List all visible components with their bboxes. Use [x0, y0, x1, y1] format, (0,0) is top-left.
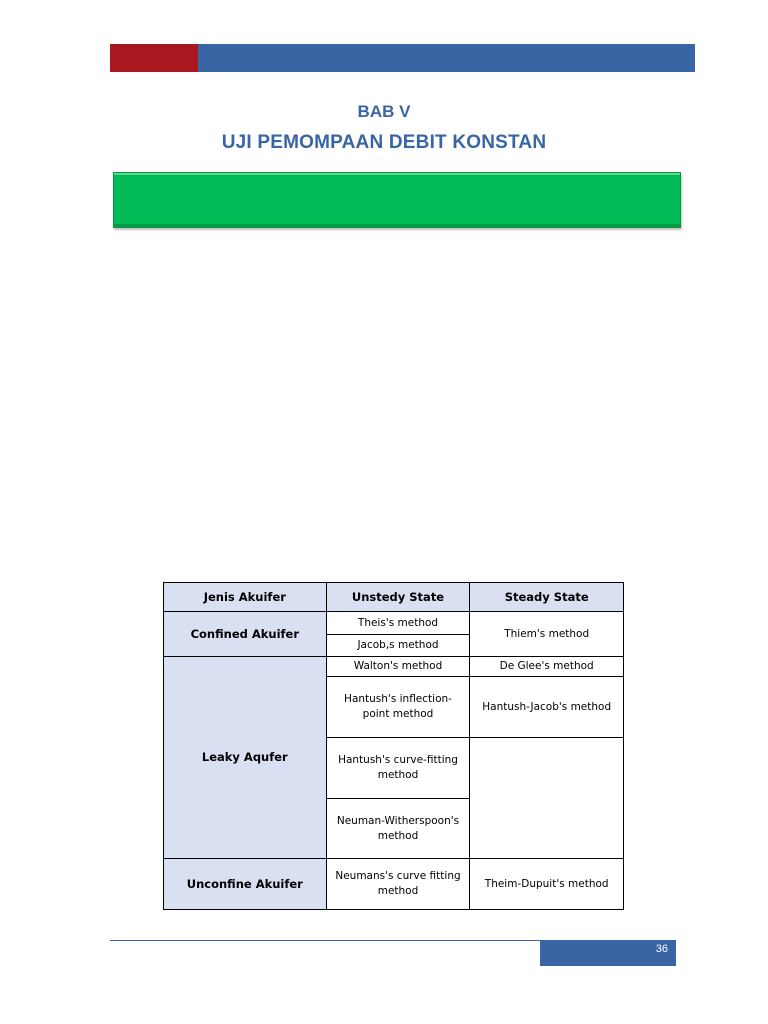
- chapter-number: BAB V: [357, 102, 411, 121]
- chapter-title: UJI PEMOMPAAN DEBIT KONSTAN: [221, 132, 547, 153]
- page-number: 36: [540, 940, 676, 966]
- aquifer-methods-table: [163, 582, 624, 910]
- method-cell: Thiem's method: [470, 612, 624, 657]
- method-cell: Walton's method: [326, 657, 470, 677]
- aquifer-type-cell: Leaky Aqufer: [164, 657, 327, 859]
- method-cell: Hantush's inflection-point method: [326, 677, 470, 738]
- header-cell-steady: Steady State: [470, 583, 624, 612]
- method-cell: De Glee's method: [470, 657, 624, 677]
- method-cell: Theis's method: [326, 612, 470, 635]
- method-cell: Neumans's curve fitting method: [326, 859, 470, 910]
- method-cell: Hantush's curve-fitting method: [326, 738, 470, 799]
- header-cell-unsteady: Unstedy State: [326, 583, 470, 612]
- header-bar-blue-segment: [198, 44, 695, 72]
- aquifer-type-cell: Unconfine Akuifer: [164, 859, 327, 910]
- aquifer-type-cell: Confined Akuifer: [164, 612, 327, 657]
- header-cell-aquifer-type: Jenis Akuifer: [164, 583, 327, 612]
- header-bar: [110, 44, 695, 72]
- table-row: [164, 657, 624, 677]
- empty-cell: [470, 738, 624, 859]
- table-row: [164, 612, 624, 635]
- header-bar-red-segment: [110, 44, 198, 72]
- table-row: [164, 859, 624, 910]
- method-cell: Hantush-Jacob's method: [470, 677, 624, 738]
- table-header-row: [164, 583, 624, 612]
- method-cell: Jacob,s method: [326, 635, 470, 657]
- green-banner: [113, 172, 681, 228]
- method-cell: Neuman-Witherspoon's method: [326, 799, 470, 859]
- method-cell: Theim-Dupuit's method: [470, 859, 624, 910]
